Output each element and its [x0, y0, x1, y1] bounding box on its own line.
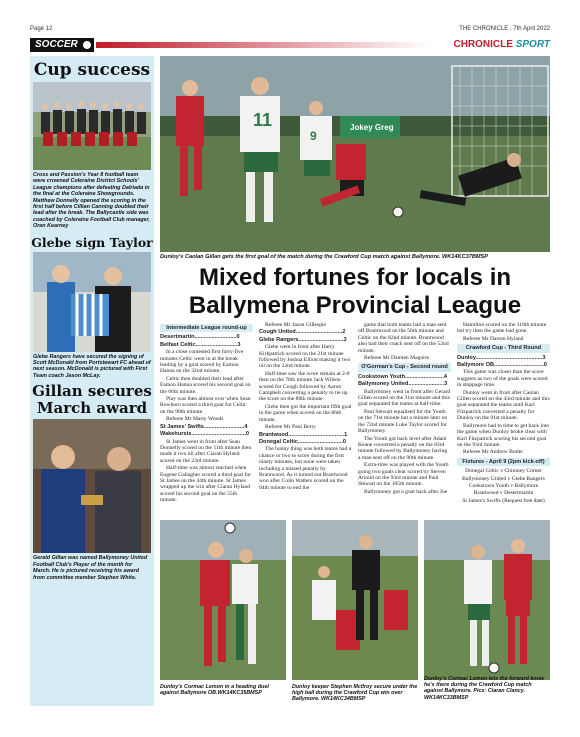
match-result: Donegal Celtic.............................0	[259, 438, 347, 445]
article-columns	[160, 322, 550, 518]
match-result: Dunloy...........................................3	[457, 354, 546, 361]
article-paragraph: Paul Stewart equalised for the Youth on the 71st minute but a minute later on the 72nd minute Luke Taylor scored for Ballymoney.	[358, 408, 448, 435]
fixture-item: St James's Swifts (Request free date)	[462, 497, 545, 504]
banner-stripe	[96, 42, 430, 48]
shirt-number-9: 9	[310, 129, 317, 143]
story1-title: Cup success	[33, 60, 151, 80]
article-paragraph: The Youth got back level after Adam Keane converted a penalty on the 83rd minute followed by Ballymoney having a man sent off on the 90th minute.	[358, 435, 448, 461]
section-heading: Fixtures - April 9 (2pm kick-off)	[457, 458, 550, 466]
article-paragraph: Glebe then got the important fifth goal in the game when scored on the 86th minute.	[259, 403, 352, 423]
page-header-date: THE CHRONICLE , 7th April 2022	[459, 26, 550, 32]
article-column-3	[358, 322, 451, 496]
main-photo-caption: Dunloy's Caolan Gillan gets the first goal of the match during the Crawford Cup match against Ballymore. WK14KC37BMSP	[160, 254, 488, 260]
football-icon	[82, 40, 92, 50]
article-paragraph: Half-time was almost reached when Eugene Gallagher scored a third goal for St James on the 44th minute. St James wrapped up the win after Ciaran Hyland scored his second goal on the 55th minute.	[160, 465, 252, 504]
bottom-photo-3	[424, 520, 550, 680]
match-result: St James' Swifts..........................4	[160, 423, 248, 430]
signing-photo-image	[33, 252, 151, 352]
bottom-photo-1	[160, 520, 286, 680]
story3-photo	[33, 419, 151, 553]
article-paragraph: Referee Mr Damien Maguire	[364, 355, 430, 362]
brand-chronicle: CHRONICLE	[453, 39, 513, 50]
article-column-1	[160, 322, 253, 505]
keeper-catch-image	[292, 520, 418, 680]
article-paragraph: Ballymoney got a goal back after Joe	[364, 488, 448, 495]
match-result: Ballymoney United.......................3	[358, 381, 448, 388]
match-result: Brantwood....................................1	[259, 431, 348, 438]
story2-photo	[33, 252, 151, 352]
bottom-photo-1-caption: Dunloy's Cormac Lemon in a heading duel against Ballymore OB.WK14KC35BMSP	[160, 684, 269, 697]
story1-photo	[33, 82, 151, 170]
heading-duel-image	[160, 520, 286, 680]
article-paragraph: Referee Mr Paul Berry	[265, 424, 317, 431]
sidebar	[30, 56, 154, 706]
fixture-item: Ballymoney United v Glebe Rangers	[462, 475, 545, 482]
match-result: Glebe Rangers.............................3	[259, 336, 347, 343]
bottom-photo-2	[292, 520, 418, 680]
section-heading: Intermediate League round-up	[160, 324, 253, 332]
article-paragraph: Referee Mr Marty Woods	[166, 416, 224, 423]
article-paragraph: Hamilton scored on the 110th minute but try then the game had gone.	[457, 322, 547, 335]
article-paragraph: In a close contested first forty-five minutes Celtic went in at the break leading by a goal scored by Eamon Hanna on the 32nd minute.	[160, 349, 244, 375]
sponsor-board-text: Jokey Greg	[350, 123, 394, 132]
fixture-item: Donegal Celtic v Chimney Corner	[465, 468, 542, 475]
article-column-4	[457, 322, 550, 505]
football-icon	[225, 523, 235, 533]
football-icon	[489, 663, 499, 673]
article-paragraph: Half-time saw the score remain at 2-0 then on the 78th minute Jack Wilson scored for Cough followed by Aaron Campbell converting a penalty to tie up the score on the 80th minute.	[259, 370, 350, 403]
page-number: Page 12	[30, 26, 53, 32]
section-label	[30, 38, 94, 52]
fixture-item: Cookstown Youth v Ballymore	[468, 482, 539, 489]
story2-title: Glebe sign Taylor	[31, 234, 153, 250]
brand-logo	[453, 38, 550, 52]
football-icon	[393, 207, 403, 217]
article-paragraph: Play was then almost over when Sean Rowhorn scored a third goal for Celtic on the 90th minute.	[160, 396, 251, 415]
article-paragraph: Dunloy went in front after Caolan Gillen scored on the 43rd minute and this goal separated the teams until Karl Fitzpatrick converted a penalty for Dunloy on the 91st minute.	[457, 389, 550, 422]
headline: Mixed fortunes for locals in Ballymena Provincial League	[188, 264, 522, 319]
forward-challenge-image	[424, 520, 550, 680]
shirt-number-11: 11	[253, 110, 273, 130]
article-paragraph: Glebe went in front after Harry Kirkpatrick scored on the 21st minute followed by Joshua Elliott making it two nil on the 22nd minute.	[259, 344, 351, 370]
article-paragraph: The hunny thing was both teams had a chance or two to score during the first ninety minutes, but none were taken including a missed penalty by Brantwood. As it turned out Brantwood won after Colin Watters scored on the 94th minute to end the	[259, 446, 352, 491]
main-photo	[160, 56, 550, 252]
match-photo-image	[160, 56, 550, 252]
match-result: Cookstown Youth.........................4	[358, 373, 447, 380]
article-paragraph: St James went in front after Sean Donnelly scored on the 11th minute then made it two nil after Ciaran Hyland scored on the 23rd minute.	[160, 438, 252, 464]
article-paragraph: Referee Mr Darren Hyland	[463, 335, 524, 342]
page-topline	[30, 26, 550, 36]
award-photo-image	[33, 419, 151, 553]
story1-caption: Cross and Passion's Year 8 football team were crowned Coleraine District Schools' League champions after defeating Dalriada in the final at the Coleraine Showgrounds. Matthew Donnelly opened the scoring in the first half before Cillian Canning doubled their lead after the break. The Ballycastle side was coached by Coleraine Football Club manager, Oran Kearney	[33, 172, 150, 230]
match-result: Ballymore OB................................0	[457, 362, 547, 369]
team-photo-image	[33, 82, 151, 170]
story3-title: Gillan secures March award	[32, 382, 152, 418]
section-banner	[30, 38, 550, 52]
match-result: Cough United..............................2	[259, 329, 346, 336]
article-paragraph: Celtic then doubled their lead after Eamon Hanna scored his second goal on the 66th minute.	[160, 375, 251, 395]
fixture-item: Brantwood v Desertmartin	[473, 490, 534, 497]
match-result: Belfast Celtic...........................3	[160, 341, 241, 348]
article-paragraph: Referee Mr Andrew Butler	[463, 449, 524, 456]
brand-sport: SPORT	[515, 39, 550, 50]
match-result: Wakehursts...................................0	[160, 431, 250, 438]
section-label-text: SOCCER	[35, 39, 78, 50]
article-paragraph: Extra-time was played with the Youth going two goals clear scored by Steven Arnold on the 93rd minute and Paul Stewart on the 105th minute.	[358, 462, 449, 488]
article-paragraph: Referee Mr Jason Gillespie	[265, 322, 327, 328]
bottom-photo-2-caption: Dunloy keeper Stephen McIlroy secure under the high ball during the Crawford Cup win over Ballymore. WK14KC34BMSP	[292, 684, 418, 703]
article-column-2	[259, 322, 352, 492]
section-heading: O'Gorman's Cup - Second round	[358, 363, 451, 371]
section-heading: Crawford Cup - Third Round	[457, 344, 550, 352]
article-paragraph: Ballymoney went in front after Gerard Gillen scored on the 31st minute and this goal separated the teams at half-time.	[358, 388, 451, 408]
match-result: Desertmartin...........................0	[160, 334, 240, 341]
article-paragraph: Ballymore had to time to get back into the game when Dunloy broke clear with Karl Fitzpatrick scoring his second goal on the 93rd minute.	[457, 422, 550, 448]
article-paragraph: game that both teams had a man sent off Brantwood on the 56th minute and Celtic on the 82nd minute. Brantwood also had their coach sent off on the 52nd minute.	[358, 322, 449, 354]
bottom-photo-3-caption: Dunloy's Cormac Lemon lets the forward know he's there during the Crawford Cup match against Ballymore. Pics: Ciaran Clancy. WK14KC33BMSP	[424, 676, 545, 701]
story2-caption: Glebe Rangers have secured the signing of Scott McDonald from Portstewart FC ahead of next season. McDonald is pictured with First Team coach Jason McLay.	[33, 353, 151, 379]
story3-caption: Gerald Gillan was named Ballymoney United Football Club's Player of the month for March. He is pictured receiving his award from committee member Stephen White.	[33, 555, 148, 581]
article-paragraph: This game was closer than the score suggests as two of the goals were scored in stoppage time.	[457, 369, 548, 389]
